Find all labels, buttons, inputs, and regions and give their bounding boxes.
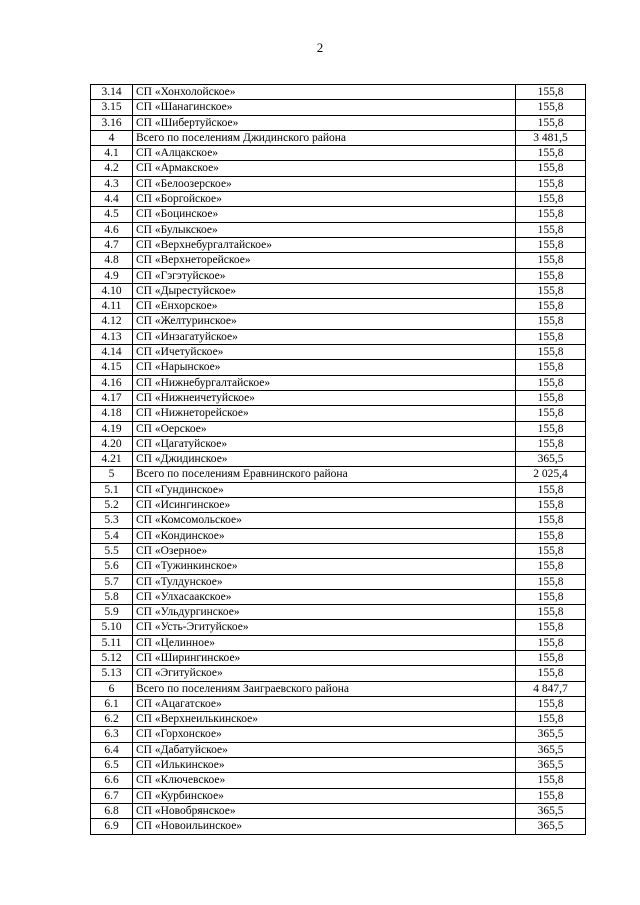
settlement-name-cell: СП «Ацагатское» xyxy=(133,696,516,711)
settlement-name-cell: СП «Боцинское» xyxy=(133,207,516,222)
row-number-cell: 6.9 xyxy=(91,819,133,834)
table-row xyxy=(91,742,586,757)
row-number-cell: 4.17 xyxy=(91,390,133,405)
settlement-name-cell: СП «Дабатуйское» xyxy=(133,742,516,757)
amount-cell: 155,8 xyxy=(516,390,586,405)
row-number-cell: 5.8 xyxy=(91,589,133,604)
settlement-name-cell: СП «Верхнеилькинское» xyxy=(133,712,516,727)
settlement-name-cell: СП «Нарынское» xyxy=(133,360,516,375)
settlement-name-cell: СП «Белоозерское» xyxy=(133,176,516,191)
settlement-name-cell: СП «Новобрянское» xyxy=(133,803,516,818)
settlement-name-cell: СП «Джидинское» xyxy=(133,452,516,467)
row-number-cell: 4.21 xyxy=(91,452,133,467)
row-number-cell: 5.1 xyxy=(91,482,133,497)
amount-cell: 155,8 xyxy=(516,421,586,436)
amount-cell: 155,8 xyxy=(516,666,586,681)
table-row xyxy=(91,329,586,344)
table-row xyxy=(91,635,586,650)
row-number-cell: 4.10 xyxy=(91,283,133,298)
settlement-name-cell: СП «Булыкское» xyxy=(133,222,516,237)
table-body xyxy=(91,85,586,835)
table-row xyxy=(91,192,586,207)
row-number-cell: 3.16 xyxy=(91,115,133,130)
table-row xyxy=(91,589,586,604)
settlement-name-cell: СП «Армакское» xyxy=(133,161,516,176)
settlement-name-cell: СП «Шанагинское» xyxy=(133,100,516,115)
table-row xyxy=(91,528,586,543)
amount-cell: 155,8 xyxy=(516,237,586,252)
table-row xyxy=(91,712,586,727)
amount-cell: 155,8 xyxy=(516,635,586,650)
settlement-name-cell: СП «Боргойское» xyxy=(133,192,516,207)
row-number-cell: 5.9 xyxy=(91,605,133,620)
table-row xyxy=(91,390,586,405)
amount-cell: 155,8 xyxy=(516,299,586,314)
row-number-cell: 4 xyxy=(91,130,133,145)
amount-cell: 155,8 xyxy=(516,222,586,237)
settlement-name-cell: СП «Ширингинское» xyxy=(133,650,516,665)
settlement-name-cell: СП «Хонхолойское» xyxy=(133,85,516,100)
settlement-name-cell: СП «Улхасаакское» xyxy=(133,589,516,604)
settlement-name-cell: СП «Ульдургинское» xyxy=(133,605,516,620)
table-row xyxy=(91,314,586,329)
table-row xyxy=(91,467,586,482)
amount-cell: 155,8 xyxy=(516,620,586,635)
table-row xyxy=(91,803,586,818)
table-row xyxy=(91,360,586,375)
amount-cell: 155,8 xyxy=(516,696,586,711)
amount-cell: 155,8 xyxy=(516,345,586,360)
row-number-cell: 5.4 xyxy=(91,528,133,543)
table-row xyxy=(91,436,586,451)
amount-cell: 155,8 xyxy=(516,605,586,620)
settlement-name-cell: СП «Целинное» xyxy=(133,635,516,650)
settlement-name-cell: СП «Эгитуйское» xyxy=(133,666,516,681)
amount-cell: 155,8 xyxy=(516,528,586,543)
settlement-name-cell: СП «Тулдунское» xyxy=(133,574,516,589)
settlement-name-cell: СП «Горхонское» xyxy=(133,727,516,742)
settlement-name-cell: Всего по поселениям Еравнинского района xyxy=(133,467,516,482)
row-number-cell: 6.3 xyxy=(91,727,133,742)
settlement-name-cell: СП «Усть-Эгитуйское» xyxy=(133,620,516,635)
amount-cell: 155,8 xyxy=(516,406,586,421)
amount-cell: 155,8 xyxy=(516,253,586,268)
amount-cell: 155,8 xyxy=(516,85,586,100)
amount-cell: 155,8 xyxy=(516,161,586,176)
row-number-cell: 4.19 xyxy=(91,421,133,436)
table-row xyxy=(91,620,586,635)
amount-cell: 365,5 xyxy=(516,803,586,818)
table-row xyxy=(91,666,586,681)
settlement-name-cell: СП «Нижнеторейское» xyxy=(133,406,516,421)
table-row xyxy=(91,176,586,191)
amount-cell: 155,8 xyxy=(516,314,586,329)
amount-cell: 365,5 xyxy=(516,819,586,834)
table-row xyxy=(91,543,586,558)
row-number-cell: 6.7 xyxy=(91,788,133,803)
row-number-cell: 6.4 xyxy=(91,742,133,757)
table-row xyxy=(91,375,586,390)
settlement-name-cell: СП «Комсомольское» xyxy=(133,513,516,528)
settlement-name-cell: СП «Илькинское» xyxy=(133,758,516,773)
amount-cell: 155,8 xyxy=(516,788,586,803)
amount-cell: 155,8 xyxy=(516,543,586,558)
amount-cell: 155,8 xyxy=(516,650,586,665)
row-number-cell: 5.11 xyxy=(91,635,133,650)
table-row xyxy=(91,773,586,788)
settlement-name-cell: СП «Оерское» xyxy=(133,421,516,436)
row-number-cell: 5.7 xyxy=(91,574,133,589)
table-row xyxy=(91,605,586,620)
amount-cell: 3 481,5 xyxy=(516,130,586,145)
table-row xyxy=(91,513,586,528)
row-number-cell: 4.7 xyxy=(91,237,133,252)
amount-cell: 365,5 xyxy=(516,742,586,757)
row-number-cell: 4.12 xyxy=(91,314,133,329)
amount-cell: 155,8 xyxy=(516,283,586,298)
settlement-name-cell: СП «Дырестуйское» xyxy=(133,283,516,298)
page-number: 2 xyxy=(316,40,324,55)
amount-cell: 155,8 xyxy=(516,712,586,727)
settlement-name-cell: СП «Нижнебургалтайское» xyxy=(133,375,516,390)
amount-cell: 155,8 xyxy=(516,115,586,130)
amount-cell: 155,8 xyxy=(516,436,586,451)
table-row xyxy=(91,85,586,100)
row-number-cell: 4.5 xyxy=(91,207,133,222)
row-number-cell: 4.11 xyxy=(91,299,133,314)
row-number-cell: 5.5 xyxy=(91,543,133,558)
amount-cell: 365,5 xyxy=(516,727,586,742)
row-number-cell: 4.9 xyxy=(91,268,133,283)
table-row xyxy=(91,650,586,665)
table-row xyxy=(91,146,586,161)
table-row xyxy=(91,696,586,711)
amount-cell: 155,8 xyxy=(516,192,586,207)
table-row xyxy=(91,115,586,130)
amount-cell: 155,8 xyxy=(516,146,586,161)
amount-cell: 155,8 xyxy=(516,100,586,115)
settlement-name-cell: Всего по поселениям Джидинского района xyxy=(133,130,516,145)
row-number-cell: 5.13 xyxy=(91,666,133,681)
row-number-cell: 4.18 xyxy=(91,406,133,421)
table-row xyxy=(91,819,586,834)
table-row xyxy=(91,727,586,742)
table-row xyxy=(91,100,586,115)
amount-cell: 2 025,4 xyxy=(516,467,586,482)
table-row xyxy=(91,237,586,252)
row-number-cell: 6.8 xyxy=(91,803,133,818)
table-row xyxy=(91,283,586,298)
settlement-name-cell: СП «Верхнебургалтайское» xyxy=(133,237,516,252)
row-number-cell: 6.5 xyxy=(91,758,133,773)
amount-cell: 155,8 xyxy=(516,329,586,344)
table-row xyxy=(91,130,586,145)
amount-cell: 155,8 xyxy=(516,574,586,589)
settlement-name-cell: СП «Алцакское» xyxy=(133,146,516,161)
row-number-cell: 5 xyxy=(91,467,133,482)
row-number-cell: 3.14 xyxy=(91,85,133,100)
table-row xyxy=(91,482,586,497)
settlement-name-cell: СП «Енхорское» xyxy=(133,299,516,314)
table-row xyxy=(91,559,586,574)
settlement-name-cell: СП «Нижнеичетуйское» xyxy=(133,390,516,405)
row-number-cell: 4.14 xyxy=(91,345,133,360)
row-number-cell: 4.13 xyxy=(91,329,133,344)
settlement-name-cell: СП «Инзагатуйское» xyxy=(133,329,516,344)
amount-cell: 155,8 xyxy=(516,375,586,390)
row-number-cell: 4.1 xyxy=(91,146,133,161)
settlement-name-cell: СП «Желтуринское» xyxy=(133,314,516,329)
row-number-cell: 4.2 xyxy=(91,161,133,176)
row-number-cell: 4.8 xyxy=(91,253,133,268)
table-row xyxy=(91,299,586,314)
settlement-name-cell: СП «Гэгэтуйское» xyxy=(133,268,516,283)
row-number-cell: 6.2 xyxy=(91,712,133,727)
row-number-cell: 4.20 xyxy=(91,436,133,451)
settlement-name-cell: СП «Тужинкинское» xyxy=(133,559,516,574)
row-number-cell: 5.3 xyxy=(91,513,133,528)
table-row xyxy=(91,788,586,803)
table-row xyxy=(91,758,586,773)
row-number-cell: 4.4 xyxy=(91,192,133,207)
settlement-name-cell: СП «Курбинское» xyxy=(133,788,516,803)
row-number-cell: 6 xyxy=(91,681,133,696)
settlement-name-cell: СП «Новоильинское» xyxy=(133,819,516,834)
amount-cell: 155,8 xyxy=(516,176,586,191)
settlement-name-cell: СП «Озерное» xyxy=(133,543,516,558)
row-number-cell: 4.6 xyxy=(91,222,133,237)
amount-cell: 155,8 xyxy=(516,482,586,497)
table-row xyxy=(91,406,586,421)
row-number-cell: 4.15 xyxy=(91,360,133,375)
amount-cell: 155,8 xyxy=(516,589,586,604)
row-number-cell: 3.15 xyxy=(91,100,133,115)
settlement-name-cell: СП «Ичетуйское» xyxy=(133,345,516,360)
table-row xyxy=(91,253,586,268)
table-row xyxy=(91,161,586,176)
amount-cell: 4 847,7 xyxy=(516,681,586,696)
row-number-cell: 5.6 xyxy=(91,559,133,574)
settlement-name-cell: СП «Верхнеторейское» xyxy=(133,253,516,268)
settlement-name-cell: СП «Шибертуйское» xyxy=(133,115,516,130)
table-row xyxy=(91,681,586,696)
amount-cell: 155,8 xyxy=(516,268,586,283)
amount-cell: 365,5 xyxy=(516,758,586,773)
row-number-cell: 6.6 xyxy=(91,773,133,788)
settlement-name-cell: СП «Цагатуйское» xyxy=(133,436,516,451)
amount-cell: 155,8 xyxy=(516,773,586,788)
table-row xyxy=(91,207,586,222)
table-row xyxy=(91,452,586,467)
table-row xyxy=(91,574,586,589)
amount-cell: 155,8 xyxy=(516,559,586,574)
settlement-name-cell: Всего по поселениям Заиграевского района xyxy=(133,681,516,696)
table-row xyxy=(91,498,586,513)
settlement-name-cell: СП «Гундинское» xyxy=(133,482,516,497)
table-row xyxy=(91,421,586,436)
settlement-name-cell: СП «Ключевское» xyxy=(133,773,516,788)
row-number-cell: 6.1 xyxy=(91,696,133,711)
row-number-cell: 5.10 xyxy=(91,620,133,635)
row-number-cell: 4.3 xyxy=(91,176,133,191)
table-row xyxy=(91,268,586,283)
table-row xyxy=(91,222,586,237)
allocation-table xyxy=(90,84,586,835)
amount-cell: 155,8 xyxy=(516,360,586,375)
row-number-cell: 4.16 xyxy=(91,375,133,390)
amount-cell: 155,8 xyxy=(516,513,586,528)
row-number-cell: 5.12 xyxy=(91,650,133,665)
amount-cell: 155,8 xyxy=(516,207,586,222)
settlement-name-cell: СП «Исингинское» xyxy=(133,498,516,513)
table-row xyxy=(91,345,586,360)
amount-cell: 155,8 xyxy=(516,498,586,513)
row-number-cell: 5.2 xyxy=(91,498,133,513)
amount-cell: 365,5 xyxy=(516,452,586,467)
settlement-name-cell: СП «Кондинское» xyxy=(133,528,516,543)
